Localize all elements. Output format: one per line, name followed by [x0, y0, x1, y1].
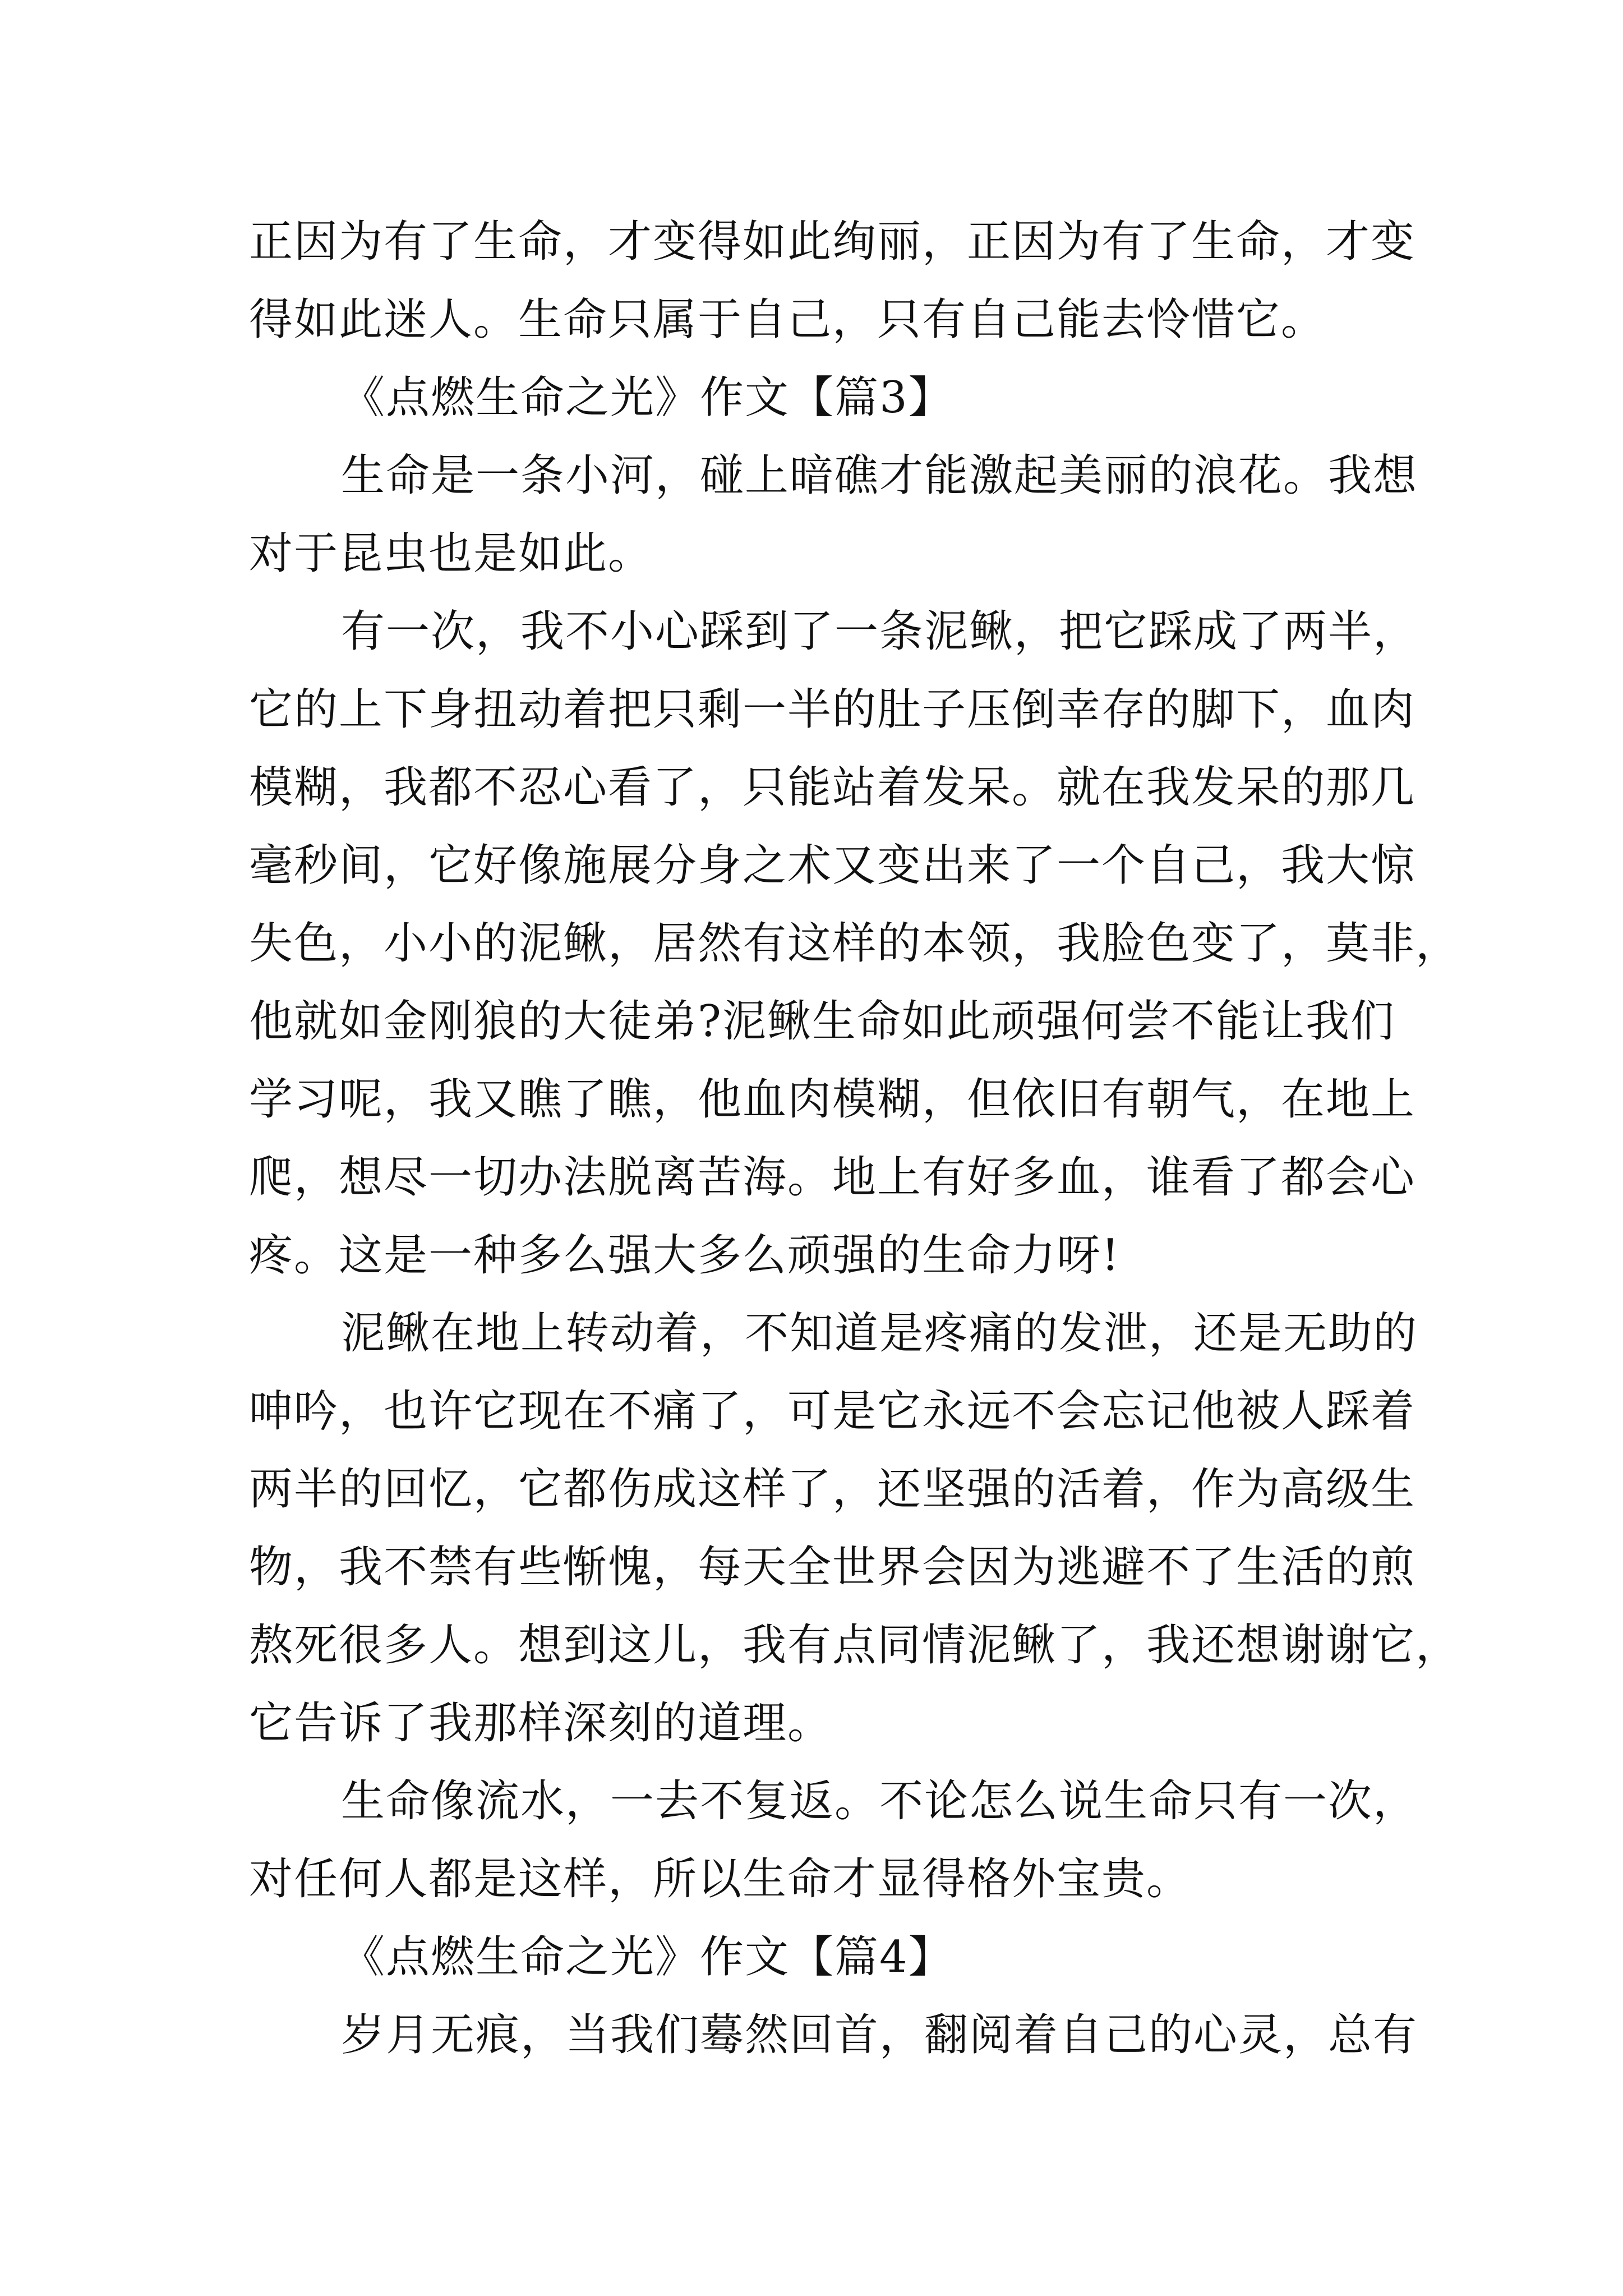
paragraph-first-line: 有一次，我不小心踩到了一条泥鳅，把它踩成了两半，: [341, 606, 1418, 657]
text-line: 得如此迷人。生命只属于自己，只有自己能去怜惜它。: [249, 295, 1326, 345]
section-heading: 《点燃生命之光》作文【篇3】: [341, 372, 953, 423]
text-line: 失色，小小的泥鳅，居然有这样的本领，我脸色变了，莫非，: [249, 918, 1461, 969]
paragraph-first-line: 岁月无痕，当我们蓦然回首，翻阅着自己的心灵，总有: [341, 2010, 1418, 2060]
text-line: 它告诉了我那样深刻的道理。: [249, 1698, 833, 1749]
text-line: 疼。这是一种多么强大多么顽强的生命力呀!: [249, 1230, 1121, 1281]
paragraph-first-line: 生命像流水，一去不复返。不论怎么说生命只有一次，: [341, 1776, 1418, 1826]
text-line: 学习呢，我又瞧了瞧，他血肉模糊，但依旧有朝气，在地上: [249, 1074, 1416, 1125]
text-line: 两半的回忆，它都伤成这样了，还坚强的活着，作为高级生: [249, 1464, 1416, 1515]
paragraph-first-line: 生命是一条小河，碰上暗礁才能激起美丽的浪花。我想: [341, 450, 1418, 501]
text-line: 爬，想尽一切办法脱离苦海。地上有好多血，谁看了都会心: [249, 1152, 1416, 1203]
text-line: 呻吟，也许它现在不痛了，可是它永远不会忘记他被人踩着: [249, 1386, 1416, 1437]
essay-text: [249, 203, 1461, 2074]
text-line: 物，我不禁有些惭愧，每天全世界会因为逃避不了生活的煎: [249, 1542, 1416, 1593]
text-line: 模糊，我都不忍心看了，只能站着发呆。就在我发呆的那几: [249, 762, 1416, 813]
text-line: 熬死很多人。想到这儿，我有点同情泥鳅了，我还想谢谢它，: [249, 1620, 1461, 1671]
paragraph-first-line: 泥鳅在地上转动着，不知道是疼痛的发泄，还是无助的: [341, 1308, 1418, 1359]
text-line: 正因为有了生命，才变得如此绚丽，正因为有了生命，才变: [249, 217, 1416, 267]
text-line: 它的上下身扭动着把只剩一半的肚子压倒幸存的脚下，血肉: [249, 684, 1416, 735]
text-line: 对于昆虫也是如此。: [249, 528, 653, 579]
text-line: 对任何人都是这样，所以生命才显得格外宝贵。: [249, 1854, 1192, 1904]
text-line: 毫秒间，它好像施展分身之术又变出来了一个自己，我大惊: [249, 840, 1416, 891]
section-heading: 《点燃生命之光》作文【篇4】: [341, 1932, 953, 1982]
text-line: 他就如金刚狼的大徒弟?泥鳅生命如此顽强何尝不能让我们: [249, 996, 1395, 1047]
